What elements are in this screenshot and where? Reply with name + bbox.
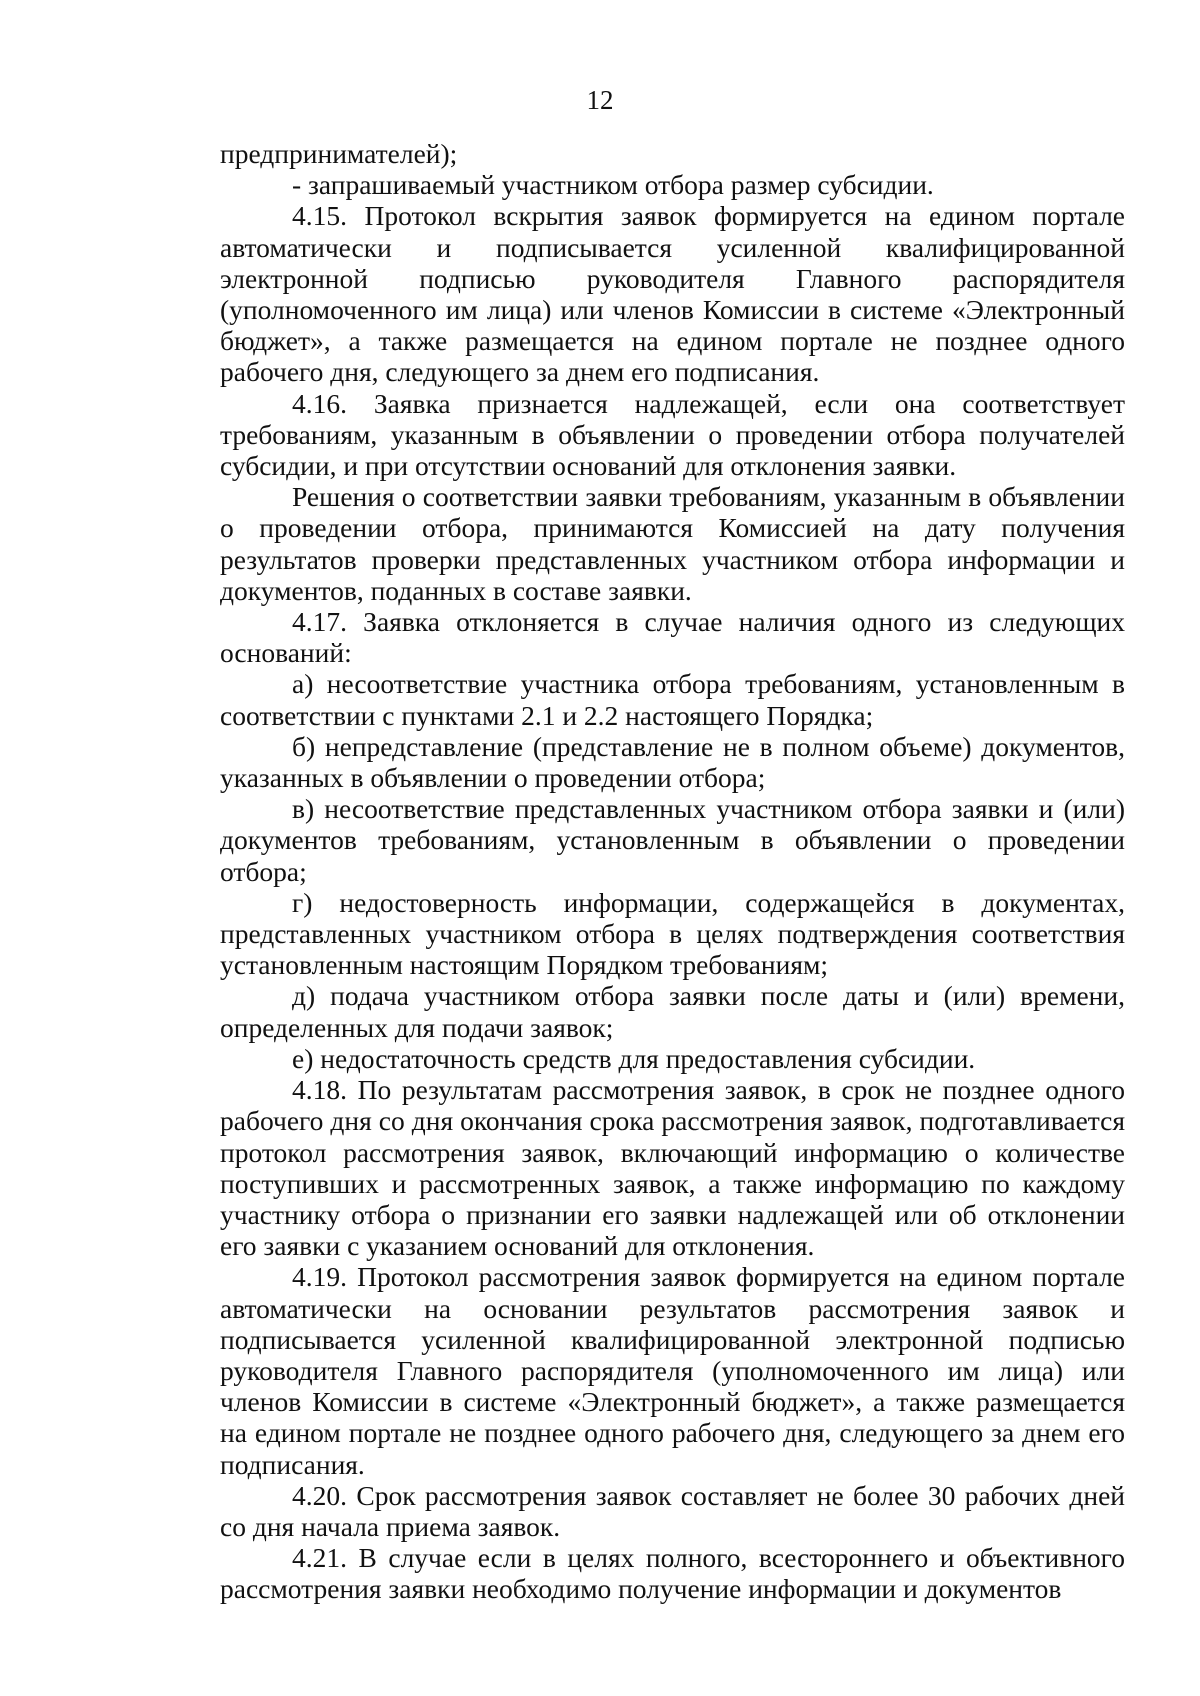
paragraph-continuation: предпринимателей);: [220, 138, 458, 169]
list-item-a: а) несоответствие участника отбора требованиям, установленным в соответствии с пунктами 2.1 и 2.2 настоящего Порядка;: [220, 668, 1125, 731]
document-body: [220, 138, 1125, 1605]
paragraph-4-20: 4.20. Срок рассмотрения заявок составляет не более 30 рабочих дней со дня начала приема заявок.: [220, 1479, 1125, 1542]
list-item-v: в) несоответствие представленных участником отбора заявки и (или) документов требованиям, установленным в объявлении о проведении отбора;: [220, 793, 1125, 887]
list-item-e: е) недостаточность средств для предоставления субсидии.: [292, 1042, 976, 1074]
paragraph-4-15: 4.15. Протокол вскрытия заявок формируется на едином портале автоматически и подписывается усиленной квалифицированной электронной подписью руководителя Главного распорядителя (уполномоченного им лица) или членов Комиссии в системе «Электронный бюджет», а также размещается на едином портале не позднее одного рабочего дня, следующего за днем его подписания.: [220, 200, 1125, 388]
paragraph-4-21: 4.21. В случае если в целях полного, всестороннего и объективного рассмотрения заявки необходимо получение информации и документов: [220, 1542, 1125, 1605]
page-number: 12: [586, 85, 614, 115]
paragraph-4-19: 4.19. Протокол рассмотрения заявок формируется на едином портале автоматически на основании результатов рассмотрения заявок и подписывается усиленной квалифицированной электронной подписью руководителя Главного распорядителя (уполномоченного им лица) или членов Комиссии в системе «Электронный бюджет», а также размещается на едином портале не позднее одного рабочего дня, следующего за днем его подписания.: [220, 1261, 1125, 1480]
list-item-d: д) подача участником отбора заявки после даты и (или) времени, определенных для подачи заявок;: [220, 980, 1125, 1043]
paragraph-4-18: 4.18. По результатам рассмотрения заявок, в срок не позднее одного рабочего дня со дня окончания срока рассмотрения заявок, подготавливается протокол рассмотрения заявок, включающий информацию о количестве поступивших и рассмотренных заявок, а также информацию по каждому участнику отбора о признании его заявки надлежащей или об отклонении его заявки с указанием оснований для отклонения.: [220, 1074, 1125, 1262]
paragraph-requested-subsidy: - запрашиваемый участником отбора размер субсидии.: [292, 169, 934, 201]
paragraph-decision: Решения о соответствии заявки требованиям, указанным в объявлении о проведении отбора, принимаются Комиссией на дату получения результатов проверки представленных участником отбора информации и документов, поданных в составе заявки.: [220, 481, 1125, 606]
paragraph-4-16: 4.16. Заявка признается надлежащей, если она соответствует требованиям, указанным в объявлении о проведении отбора получателей субсидии, и при отсутствии оснований для отклонения заявки.: [220, 387, 1125, 482]
paragraph-4-17: 4.17. Заявка отклоняется в случае наличия одного из следующих оснований:: [220, 606, 1125, 669]
list-item-b: б) непредставление (представление не в полном объеме) документов, указанных в объявлении о проведении отбора;: [220, 730, 1125, 794]
list-item-g: г) недостоверность информации, содержащейся в документах, представленных участником отбора в целях подтверждения соответствия установленным настоящим Порядком требованиям;: [220, 886, 1125, 981]
